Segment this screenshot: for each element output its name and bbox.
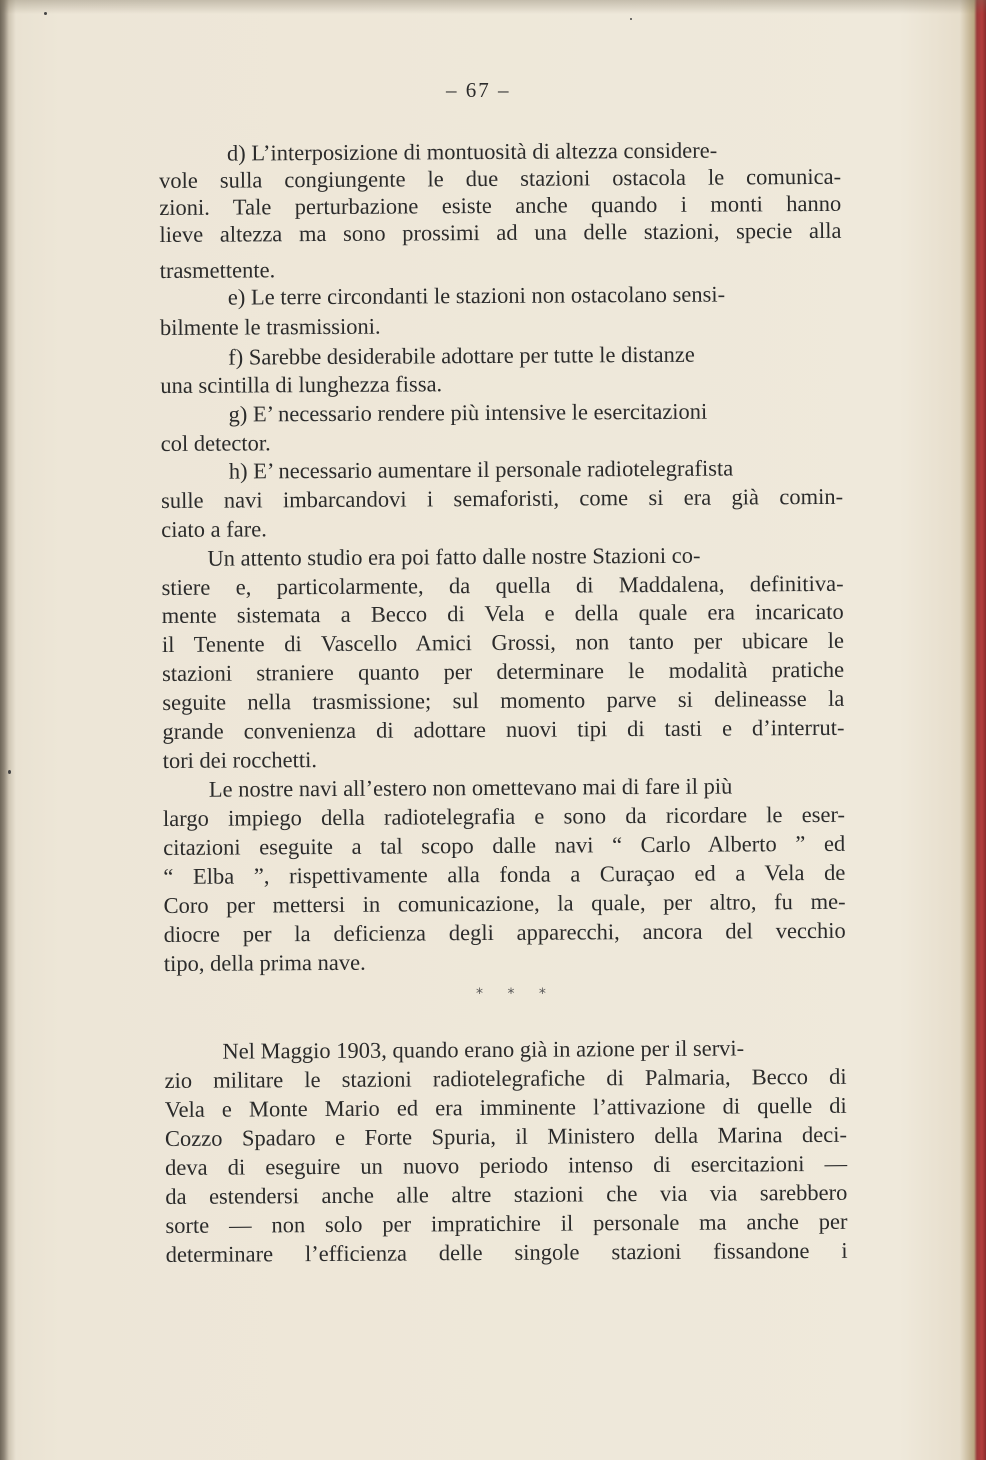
page-shadow	[0, 0, 986, 14]
text-line: mente sistemata a Becco di Vela e della quale era incaricato	[161, 598, 844, 628]
text-line: una scintilla di lunghezza fissa.	[160, 371, 443, 398]
paper-speck	[44, 12, 47, 15]
text-line: grande convenienza di adottare nuovi tipi di tasti e d’interrut-	[162, 714, 845, 744]
text-line: tipo, della prima nave.	[163, 949, 366, 976]
text-line: Nel Maggio 1903, quando erano già in azione per il servi-	[222, 1035, 745, 1064]
text-line: sulle navi imbarcandovi i semaforisti, come si era già comin-	[160, 483, 844, 513]
text-line: diocre per la deficienza degli apparecchi, ancora del vecchio	[163, 917, 846, 947]
page-number: – 67 –	[446, 78, 511, 102]
text-line: largo impiego della radiotelegrafia e sono da ricordare le eser-	[162, 801, 846, 831]
section-separator: * * *	[476, 986, 556, 1002]
text-line: stiere e, particolarmente, da quella di Maddalena, definitiva-	[161, 570, 844, 600]
text-line: ciato a fare.	[161, 516, 267, 542]
text-line: lieve altezza ma sono prossimi ad una delle stazioni, specie alla	[159, 217, 842, 247]
text-line: il Tenente di Vascello Amici Grossi, non tanto per ubicare le	[161, 627, 845, 657]
text-line: Cozzo Spadaro e Forte Spuria, il Ministero della Marina deci-	[164, 1121, 848, 1151]
text-line: trasmettente.	[159, 257, 276, 283]
text-line: deva di eseguire un nuovo periodo intenso di esercitazioni —	[165, 1150, 848, 1180]
text-line: vole sulla congiungente le due stazioni ostacola le comunica-	[159, 163, 842, 193]
text-line: g) E’ necessario rendere più intensive le esercitazioni	[228, 398, 708, 427]
text-line: Un attento studio era poi fatto dalle nostre Stazioni co-	[207, 542, 701, 571]
text-line: determinare l’efficienza delle singole stazioni fissandone i	[165, 1237, 848, 1267]
text-line: zioni. Tale perturbazione esiste anche quando i monti hanno	[159, 190, 842, 220]
text-line: e) Le terre circondanti le stazioni non ostacolano sensi-	[227, 281, 726, 310]
text-line: f) Sarebbe desiderabile adottare per tutte le distanze	[228, 341, 695, 370]
text-line: “ Elba ”, rispettivamente alla fonda a Curaçao ed a Vela de	[163, 859, 846, 889]
paper-speck	[8, 770, 11, 774]
text-line: stazioni straniere quanto per determinare le modalità pratiche	[162, 656, 845, 686]
paper-speck	[630, 18, 632, 20]
text-line: sorte — non solo per impratichire il personale ma anche per	[165, 1208, 848, 1238]
text-line: citazioni eseguite a tal scopo dalle navi “ Carlo Alberto ” ed	[163, 830, 846, 860]
text-line: tori dei rocchetti.	[162, 747, 318, 773]
text-line: Coro per mettersi in comunicazione, la quale, per altro, fu me-	[163, 888, 846, 918]
text-line: Le nostre navi all’estero non omettevano mai di fare il più	[208, 773, 733, 802]
text-line: bilmente le trasmissioni.	[159, 313, 381, 340]
text-line: d) L’interposizione di montuosità di altezza considere-	[226, 137, 718, 166]
text-line: h) E’ necessario aumentare il personale radiotelegrafista	[228, 455, 734, 484]
text-line: da estendersi anche alle altre stazioni che via via sarebbero	[165, 1179, 848, 1209]
text-line: zio militare le stazioni radiotelegrafiche di Palmaria, Becco di	[164, 1063, 847, 1093]
text-line: Vela e Monte Mario ed era imminente l’attivazione di quelle di	[164, 1092, 847, 1122]
text-line: seguite nella trasmissione; sul momento parve si delineasse la	[162, 685, 845, 715]
text-line: col detector.	[160, 430, 271, 456]
